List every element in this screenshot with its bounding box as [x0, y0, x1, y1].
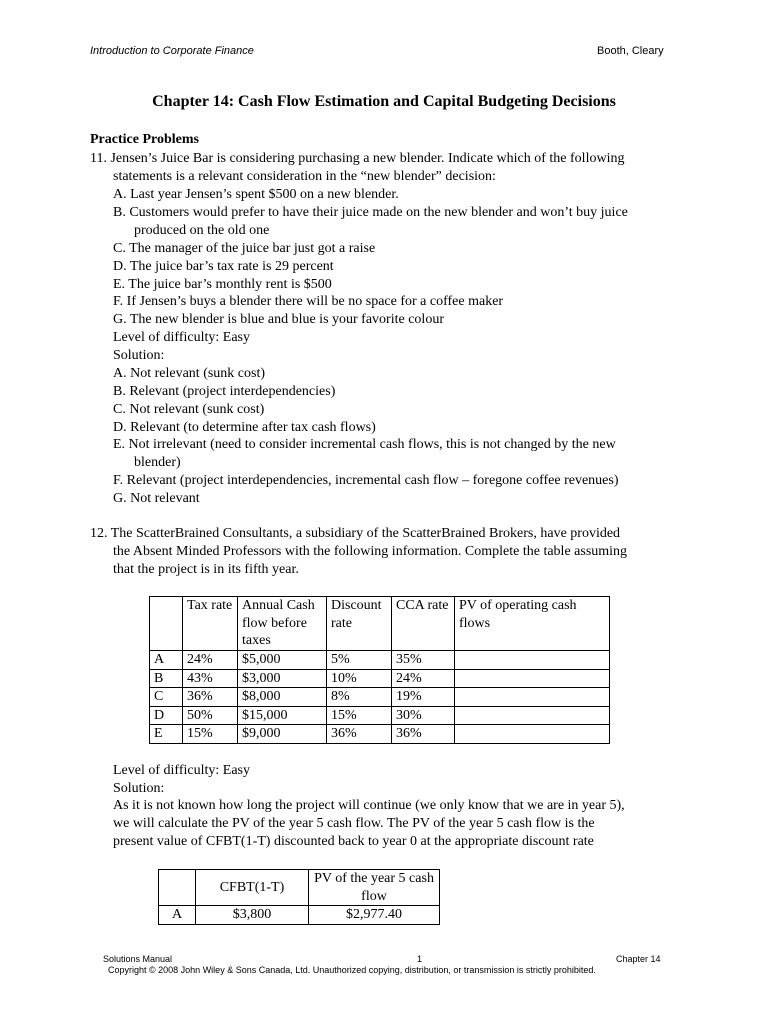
table-cell: $9,000	[238, 725, 327, 744]
table-header-cell: Annual Cash flow before taxes	[238, 597, 327, 651]
option-f: F. If Jensen’s buys a blender there will be no space for a coffee maker	[113, 294, 504, 309]
table-row	[159, 906, 440, 925]
table-cell: 15%	[183, 725, 238, 744]
table-cell: 35%	[392, 651, 455, 670]
table-row	[150, 688, 610, 707]
page-number: 1	[417, 954, 423, 964]
problem-12-solution-label: Solution:	[113, 781, 165, 796]
problem-12-solution-line-2: we will calculate the PV of the year 5 cash flow. The PV of the year 5 cash flow is the	[113, 816, 595, 831]
table-cell	[455, 688, 610, 707]
problem-11-stem-line-1: 11. Jensen’s Juice Bar is considering purchasing a new blender. Indicate which of the following	[90, 151, 625, 166]
solution-e-continued: blender)	[134, 455, 181, 470]
option-d: D. The juice bar’s tax rate is 29 percent	[113, 259, 334, 274]
table-header-cell: PV of the year 5 cash flow	[309, 870, 440, 906]
table-cell: 43%	[183, 669, 238, 688]
section-heading: Practice Problems	[90, 132, 199, 147]
option-e: E. The juice bar’s monthly rent is $500	[113, 277, 332, 292]
table-cell: 36%	[392, 725, 455, 744]
table-header-row	[159, 870, 440, 906]
table-cell: 36%	[327, 725, 392, 744]
table-header-cell: PV of operating cash flows	[455, 597, 610, 651]
table-cell: 10%	[327, 669, 392, 688]
table-cell: A	[150, 651, 183, 670]
copyright-notice: Copyright © 2008 John Wiley & Sons Canada, Ltd. Unauthorized copying, distribution, or transmission is strictly prohibited.	[108, 965, 596, 975]
solution-c: C. Not relevant (sunk cost)	[113, 402, 265, 417]
solution-b: B. Relevant (project interdependencies)	[113, 384, 336, 399]
running-header-title: Introduction to Corporate Finance	[90, 45, 254, 57]
option-c: C. The manager of the juice bar just got a raise	[113, 241, 376, 256]
table-header-cell: Tax rate	[183, 597, 238, 651]
table-header-row	[150, 597, 610, 651]
problem-12-solution-line-3: present value of CFBT(1-T) discounted back to year 0 at the appropriate discount rate	[113, 834, 594, 849]
problem-11-difficulty: Level of difficulty: Easy	[113, 330, 250, 345]
option-b-continued: produced on the old one	[134, 223, 270, 238]
table-cell: $2,977.40	[309, 906, 440, 925]
table-header-cell: CFBT(1-T)	[196, 870, 309, 906]
problem-12-difficulty: Level of difficulty: Easy	[113, 763, 250, 778]
table-cell: 8%	[327, 688, 392, 707]
table-cell: C	[150, 688, 183, 707]
solution-d: D. Relevant (to determine after tax cash flows)	[113, 420, 376, 435]
problem-11-solution-label: Solution:	[113, 348, 165, 363]
table-header-cell	[159, 870, 196, 906]
table-cell: 30%	[392, 706, 455, 725]
solution-g: G. Not relevant	[113, 491, 200, 506]
table-cell: A	[159, 906, 196, 925]
table-cell	[455, 706, 610, 725]
table-cell: $3,000	[238, 669, 327, 688]
problem-12-stem-line-2: the Absent Minded Professors with the following information. Complete the table assuming	[113, 544, 628, 559]
problem-12-solution-line-1: As it is not known how long the project will continue (we only know that we are in year 5),	[113, 798, 625, 813]
table-cell	[455, 669, 610, 688]
option-g: G. The new blender is blue and blue is your favorite colour	[113, 312, 444, 327]
footer-right: Chapter 14	[616, 954, 661, 964]
table-cell	[455, 651, 610, 670]
table-cell: 19%	[392, 688, 455, 707]
table-cell: 24%	[183, 651, 238, 670]
table-header-cell: CCA rate	[392, 597, 455, 651]
table-cell: E	[150, 725, 183, 744]
table-cell: 24%	[392, 669, 455, 688]
table-cell: $3,800	[196, 906, 309, 925]
table-cell: 5%	[327, 651, 392, 670]
table-cell: 50%	[183, 706, 238, 725]
table-cell: $15,000	[238, 706, 327, 725]
table-row	[150, 706, 610, 725]
table-header-cell	[150, 597, 183, 651]
table-cell: 36%	[183, 688, 238, 707]
solution-a: A. Not relevant (sunk cost)	[113, 366, 266, 381]
option-a: A. Last year Jensen’s spent $500 on a new blender.	[113, 187, 399, 202]
problem-12-solution-table	[158, 869, 440, 925]
table-row	[150, 669, 610, 688]
table-row	[150, 651, 610, 670]
option-b: B. Customers would prefer to have their juice made on the new blender and won’t buy juice	[113, 205, 628, 220]
problem-12-stem-line-1: 12. The ScatterBrained Consultants, a subsidiary of the ScatterBrained Brokers, have provided	[90, 526, 621, 541]
problem-11-stem-line-2: statements is a relevant consideration in the “new blender” decision:	[113, 169, 496, 184]
table-cell: B	[150, 669, 183, 688]
table-cell: D	[150, 706, 183, 725]
table-cell: $5,000	[238, 651, 327, 670]
table-cell: $8,000	[238, 688, 327, 707]
solution-f: F. Relevant (project interdependencies, incremental cash flow – foregone coffee revenues)	[113, 473, 619, 488]
table-cell: 15%	[327, 706, 392, 725]
footer-left: Solutions Manual	[103, 954, 173, 964]
table-header-cell: Discount rate	[327, 597, 392, 651]
chapter-title: Chapter 14: Cash Flow Estimation and Capital Budgeting Decisions	[152, 93, 616, 110]
solution-e: E. Not irrelevant (need to consider incremental cash flows, this is not changed by the new	[113, 437, 616, 452]
problem-12-stem-line-3: that the project is in its fifth year.	[113, 562, 299, 577]
table-cell	[455, 725, 610, 744]
running-header-authors: Booth, Cleary	[597, 45, 664, 57]
problem-12-data-table	[149, 596, 610, 744]
table-row	[150, 725, 610, 744]
